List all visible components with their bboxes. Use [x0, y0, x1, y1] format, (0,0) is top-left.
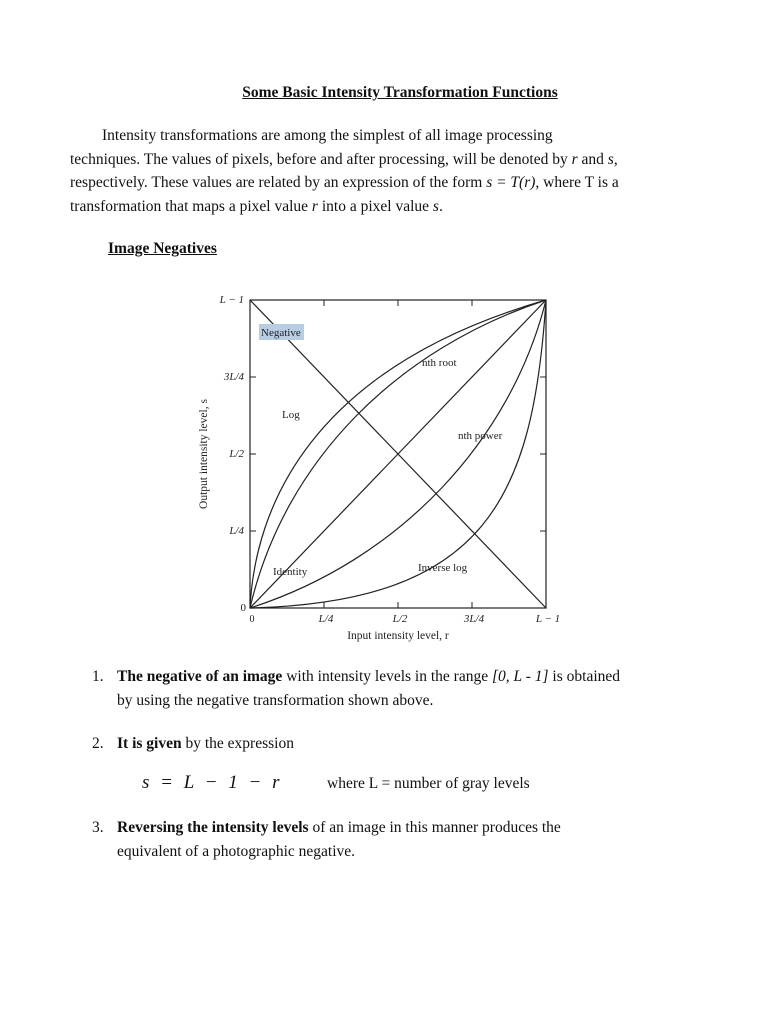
inverse-log-label: Inverse log	[418, 562, 468, 574]
intro-line-2: techniques. The values of pixels, before and after processing, will be denoted by r and s,	[70, 150, 618, 168]
page-title: Some Basic Intensity Transformation Functions	[242, 84, 558, 101]
y-tick-label: 0	[240, 602, 246, 614]
item-emphasis: The negative of an image	[117, 668, 283, 685]
y-tick-label: L/4	[229, 525, 244, 537]
list-number: 1.	[92, 668, 104, 685]
section-heading: Image Negatives	[108, 240, 217, 257]
nth-root-label: nth root	[422, 357, 457, 369]
transformation-plot	[190, 288, 580, 648]
list-item: 2. It is given by the expression	[92, 732, 732, 756]
x-tick-label: 0	[249, 614, 255, 625]
nth-power-label: nth power	[458, 430, 503, 442]
x-tick-label: 3L/4	[463, 613, 485, 625]
log-label: Log	[282, 409, 300, 421]
negative-formula: s = L − 1 − r	[142, 772, 281, 793]
item-line-2: by using the negative transformation shown above.	[117, 691, 434, 709]
item-emphasis: It is given	[117, 735, 182, 752]
x-tick-label: L/4	[318, 613, 334, 625]
item-line-2: equivalent of a photographic negative.	[117, 842, 356, 860]
y-tick-label: L − 1	[219, 294, 244, 306]
transformation-figure	[190, 288, 580, 648]
y-tick-label: 3L/4	[223, 371, 244, 383]
item-emphasis: Reversing the intensity levels	[117, 819, 309, 836]
x-tick-label: L − 1	[535, 613, 561, 625]
intro-line-3: respectively. These values are related by an expression of the form s = T(r), where T is a	[70, 174, 619, 191]
intro-paragraph	[70, 124, 710, 218]
intro-line-1: Intensity transformations are among the simplest of all image processing	[102, 127, 553, 144]
y-axis-label: Output intensity level, s	[198, 399, 210, 509]
identity-label: Identity	[273, 566, 308, 578]
negative-label: Negative	[261, 327, 301, 339]
range-expression: [0, L - 1]	[491, 668, 549, 685]
x-axis-label: Input intensity level, r	[347, 630, 449, 642]
formula-note: where L = number of gray levels	[327, 775, 530, 792]
x-tick-label: L/2	[392, 613, 408, 625]
list-item: 3. Reversing the intensity levels of an image in this manner produces the equivalent of a photographic negative.	[92, 816, 732, 863]
list-item: 1. The negative of an image with intensity levels in the range [0, L - 1] is obtained by using the negative transformation shown above.	[92, 665, 732, 712]
intro-line-4: transformation that maps a pixel value r into a pixel value s.	[70, 197, 443, 215]
y-tick-label: L/2	[229, 448, 244, 460]
list-number: 3.	[92, 819, 104, 836]
list-number: 2.	[92, 735, 104, 752]
